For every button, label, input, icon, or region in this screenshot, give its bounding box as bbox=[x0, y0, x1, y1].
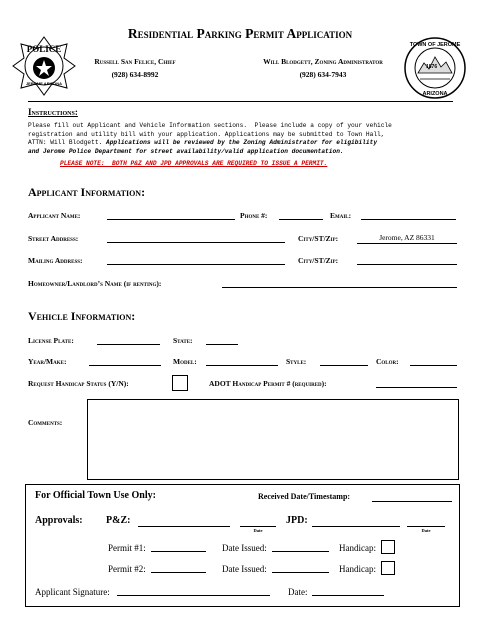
admin-phone: (928) 634-7943 bbox=[299, 70, 347, 79]
town-seal-logo bbox=[404, 37, 466, 99]
received-date-field[interactable] bbox=[372, 501, 452, 502]
comments-box[interactable] bbox=[87, 399, 459, 480]
city-field[interactable] bbox=[357, 243, 457, 244]
approvals-label: Approvals: bbox=[35, 515, 83, 526]
handicap-request-label: Request Handicap Status (Y/N): bbox=[28, 379, 129, 388]
style-label: Style: bbox=[286, 357, 307, 366]
permit1-field[interactable] bbox=[151, 551, 206, 552]
mailing-address-field[interactable] bbox=[107, 264, 285, 265]
pz-date-caption: Date bbox=[253, 528, 263, 533]
year-make-field[interactable] bbox=[89, 365, 161, 366]
date-issued1-label: Date Issued: bbox=[222, 543, 267, 553]
comments-label: Comments: bbox=[28, 418, 63, 427]
city-label: City/ST/Zip: bbox=[298, 234, 339, 243]
vehicle-heading: Vehicle Information: bbox=[28, 309, 136, 323]
town-seal-year: 1876 bbox=[426, 64, 438, 70]
police-logo-top-text: POLICE bbox=[26, 44, 62, 54]
town-seal-top-text: TOWN OF JEROME bbox=[409, 42, 461, 48]
admin-contact bbox=[243, 55, 403, 81]
jpd-signature-field[interactable] bbox=[312, 526, 400, 527]
street-address-label: Street Address: bbox=[28, 234, 79, 243]
date-issued2-field[interactable] bbox=[272, 572, 329, 573]
handicap2-label: Handicap: bbox=[339, 564, 376, 574]
handicap1-label: Handicap: bbox=[339, 543, 376, 553]
date-issued1-field[interactable] bbox=[272, 551, 329, 552]
instructions-line-4: and Jerome Police Department for street availability/valid application documentation. bbox=[28, 147, 344, 155]
jpd-date-field[interactable] bbox=[407, 526, 445, 527]
applicant-signature-field[interactable] bbox=[117, 595, 270, 596]
pz-signature-field[interactable] bbox=[138, 526, 230, 527]
style-field[interactable] bbox=[320, 365, 368, 366]
pz-date-field[interactable] bbox=[240, 526, 276, 527]
applicant-name-label: Applicant Name: bbox=[28, 211, 81, 220]
handicap1-checkbox[interactable] bbox=[381, 540, 395, 554]
email-field[interactable] bbox=[361, 219, 456, 220]
jpd-date-caption: Date bbox=[421, 528, 431, 533]
phone-label: Phone #: bbox=[240, 211, 268, 220]
adot-permit-label: ADOT Handicap Permit # (required): bbox=[209, 379, 327, 388]
instructions-heading: Instructions: bbox=[28, 107, 78, 117]
instructions-line-3a: ATTN: Will Blodgett. bbox=[28, 139, 103, 147]
state-label: State: bbox=[173, 336, 193, 345]
mailing-city-label: City/ST/Zip: bbox=[298, 256, 339, 265]
applicant-signature-label: Applicant Signature: bbox=[35, 587, 110, 597]
police-badge-logo bbox=[12, 36, 76, 96]
permit2-label: Permit #2: bbox=[108, 564, 146, 574]
instructions-body bbox=[28, 122, 392, 156]
jpd-label: JPD: bbox=[286, 515, 308, 526]
approval-note: PLEASE NOTE: BOTH P&Z AND JPD APPROVALS ARE REQUIRED TO ISSUE A PERMIT. bbox=[60, 160, 328, 167]
mailing-city-field[interactable] bbox=[357, 264, 457, 265]
signature-date-field[interactable] bbox=[312, 595, 384, 596]
model-field[interactable] bbox=[206, 365, 278, 366]
signature-date-label: Date: bbox=[288, 587, 308, 597]
instructions-line-1: Please fill out Applicant and Vehicle Information sections. Please include a copy of your vehicle bbox=[28, 122, 392, 129]
year-make-label: Year/Make: bbox=[28, 357, 67, 366]
header-divider bbox=[28, 101, 453, 102]
state-field[interactable] bbox=[206, 344, 238, 345]
pz-label: P&Z: bbox=[106, 515, 131, 526]
permit1-label: Permit #1: bbox=[108, 543, 146, 553]
applicant-name-field[interactable] bbox=[107, 219, 235, 220]
chief-phone: (928) 634-8992 bbox=[111, 70, 159, 79]
chief-name: Russell San Felice, Chief bbox=[94, 57, 176, 66]
page-title: Residential Parking Permit Application bbox=[127, 26, 353, 41]
homeowner-field[interactable] bbox=[222, 287, 457, 288]
admin-name: Will Blodgett, Zoning Administrator bbox=[263, 57, 383, 66]
mailing-address-label: Mailing Address: bbox=[28, 256, 83, 265]
phone-field[interactable] bbox=[279, 219, 323, 220]
city-value: Jerome, AZ 86331 bbox=[379, 233, 435, 242]
instructions-line-2: registration and utility bill with your application. Applications may be submitted to Town Hall, bbox=[28, 130, 385, 138]
license-plate-field[interactable] bbox=[97, 344, 160, 345]
license-plate-label: License Plate: bbox=[28, 336, 74, 345]
police-logo-bottom-text: JEROME ARIZONA bbox=[25, 81, 63, 86]
official-use-heading: For Official Town Use Only: bbox=[35, 490, 156, 501]
chief-contact bbox=[80, 55, 190, 81]
handicap-request-checkbox[interactable] bbox=[172, 375, 188, 391]
model-label: Model: bbox=[173, 357, 197, 366]
received-date-label: Received Date/Timestamp: bbox=[258, 492, 351, 501]
permit2-field[interactable] bbox=[151, 572, 206, 573]
applicant-heading: Applicant Information: bbox=[28, 185, 146, 199]
street-address-field[interactable] bbox=[107, 242, 285, 243]
adot-permit-field[interactable] bbox=[376, 387, 457, 388]
color-label: Color: bbox=[376, 357, 399, 366]
color-field[interactable] bbox=[410, 365, 457, 366]
town-seal-bottom-text: ARIZONA bbox=[422, 91, 448, 97]
instructions-line-3b: Applications will be reviewed by the Zoning Administrator for eligibility bbox=[102, 139, 378, 147]
homeowner-label: Homeowner/Landlord’s Name (if renting): bbox=[28, 279, 162, 288]
date-issued2-label: Date Issued: bbox=[222, 564, 267, 574]
handicap2-checkbox[interactable] bbox=[381, 561, 395, 575]
email-label: Email: bbox=[330, 211, 352, 220]
